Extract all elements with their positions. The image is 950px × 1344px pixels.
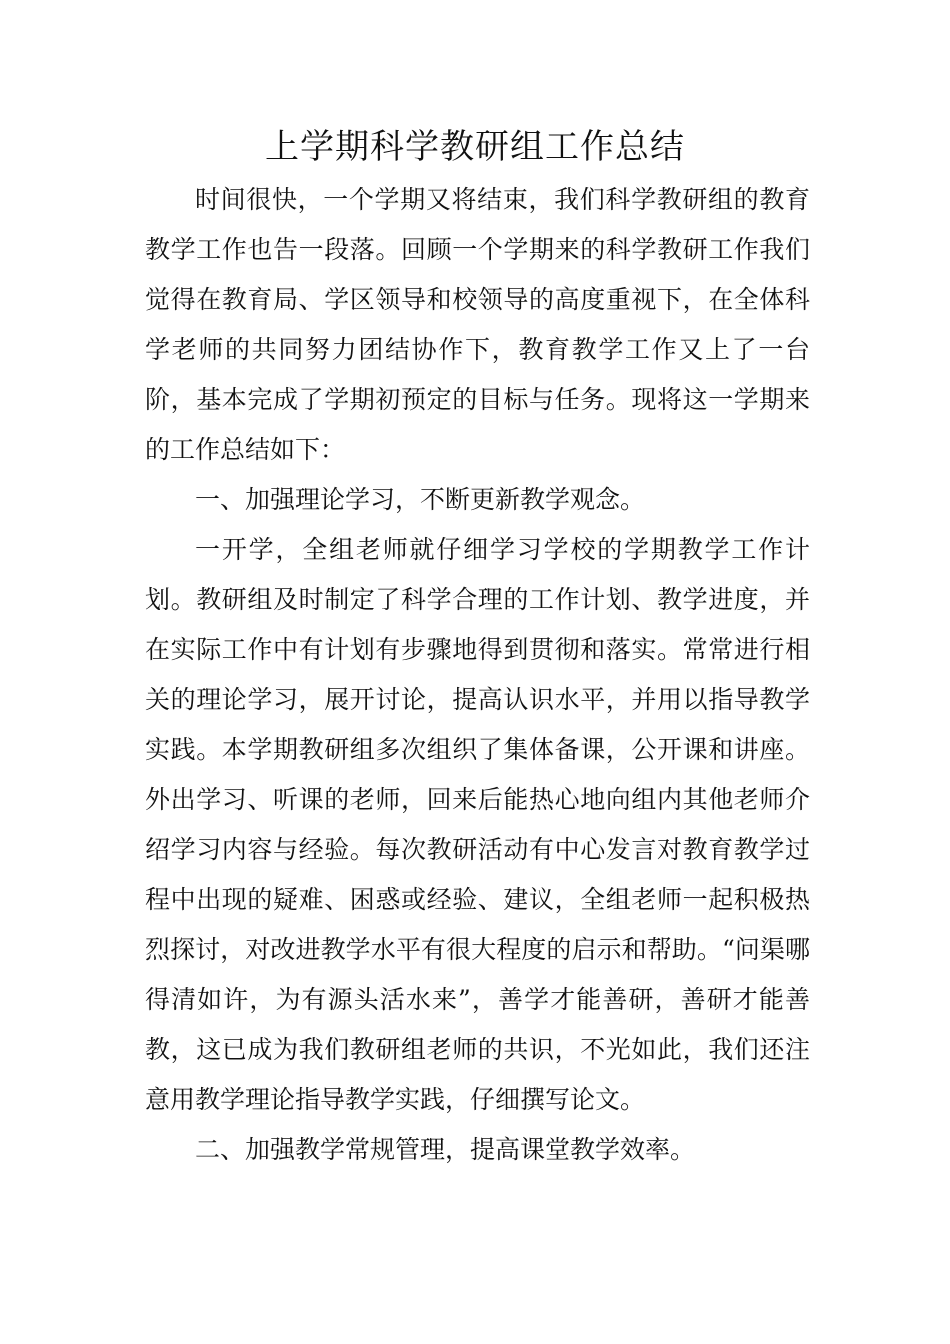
section-heading-2: 二、加强教学常规管理，提高课堂教学效率。 [195, 1135, 696, 1164]
document-body [145, 175, 810, 1175]
section-1-paragraph: 一开学，全组老师就仔细学习学校的学期教学工作计划。教研组及时制定了科学合理的工作计划、教学进度，并在实际工作中有计划有步骤地得到贯彻和落实。常常进行相关的理论学习，展开讨论，提高认识水平，并用以指导教学实践。本学期教研组多次组织了集体备课，公开课和讲座。外出学习、听课的老师，回来后能热心地向组内其他老师介绍学习内容与经验。每次教研活动有中心发言对教育教学过程中出现的疑难、困惑或经验、建议，全组老师一起积极热烈探讨，对改进教学水平有很大程度的启示和帮助。“问渠哪得清如许，为有源头活水来”，善学才能善研，善研才能善教，这已成为我们教研组老师的共识，不光如此，我们还注意用教学理论指导教学实践，仔细撰写论文。 [145, 535, 810, 1114]
document-title: 上学期科学教研组工作总结 [265, 127, 685, 167]
intro-paragraph: 时间很快，一个学期又将结束，我们科学教研组的教育教学工作也告一段落。回顾一个学期来的科学教研工作我们觉得在教育局、学区领导和校领导的高度重视下，在全体科学老师的共同努力团结协作下，教育教学工作又上了一台阶，基本完成了学期初预定的目标与任务。现将这一学期来的工作总结如下： [145, 185, 810, 464]
section-heading-1: 一、加强理论学习，不断更新教学观念。 [195, 485, 646, 514]
